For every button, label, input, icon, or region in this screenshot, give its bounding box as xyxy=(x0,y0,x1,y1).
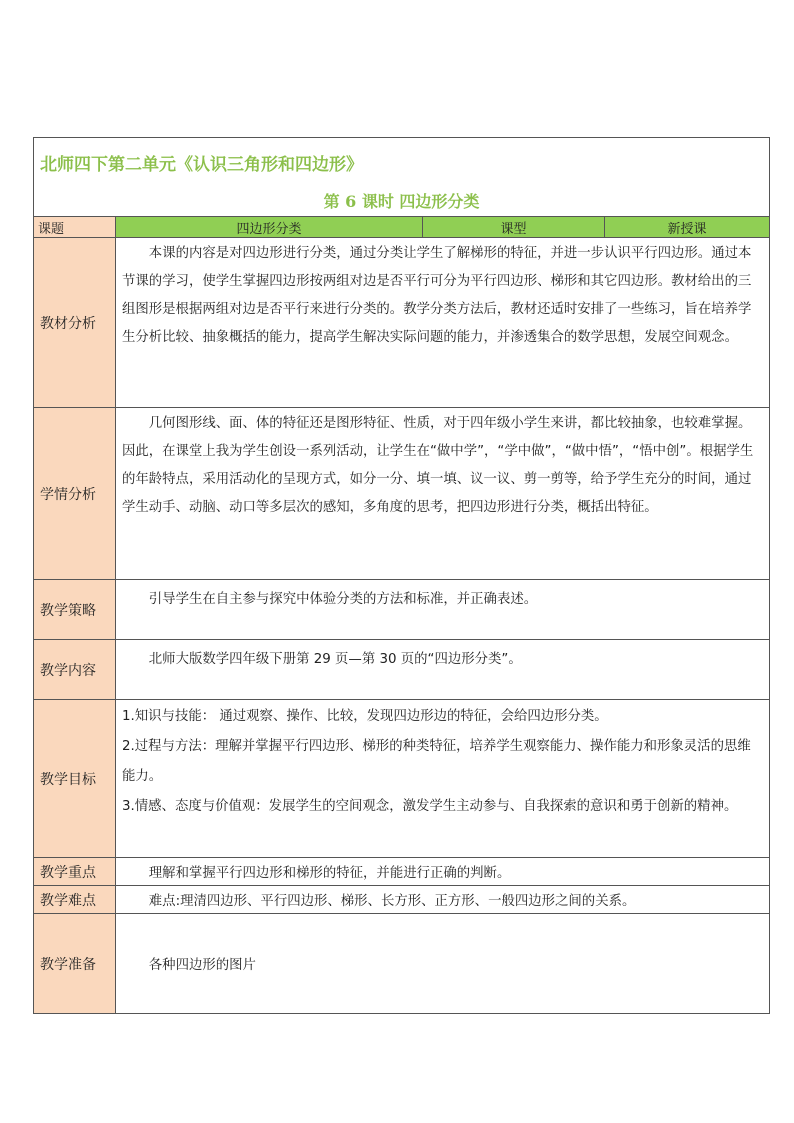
strategy-label: 教学策略 xyxy=(34,580,116,640)
lesson-title: 第 6 课时 四边形分类 xyxy=(323,192,480,211)
preparation-row xyxy=(34,914,770,1014)
topic-row xyxy=(34,217,770,238)
strategy-row xyxy=(34,580,770,640)
preparation-cell xyxy=(116,914,770,1014)
key-point-text: 理解和掌握平行四边形和梯形的特征，并能进行正确的判断。 xyxy=(148,866,511,881)
lesson-plan xyxy=(33,137,769,1014)
goal-item-attitude: 3.情感、态度与价值观：发展学生的空间观念，激发学生主动参与、自我探索的意识和勇于创新的精神。 xyxy=(122,799,738,814)
difficulty-cell xyxy=(116,886,770,914)
student-analysis-text: 几何图形线、面、体的特征还是图形特征、性质，对于四年级小学生来讲，都比较抽象，也较难掌握。因此，在课堂上我为学生创设一系列活动，让学生在“做中学”，“学中做”，“做中悟”，“悟中创”。根据学生的年龄特点，采用活动化的呈现方式，如分一分、填一填、议一议、剪一剪等，给予学生充分的时间，通过学生动手、动脑、动口等多层次的感知，多角度的思考，把四边形进行分类，概括出特征。 xyxy=(122,416,754,515)
material-analysis-label: 教材分析 xyxy=(34,238,116,408)
topic-label: 课题 xyxy=(34,217,116,238)
goals-row xyxy=(34,700,770,858)
material-analysis-cell xyxy=(116,238,770,408)
key-point-cell xyxy=(116,858,770,886)
lesson-type-label: 课型 xyxy=(423,217,605,238)
student-analysis-label: 学情分析 xyxy=(34,408,116,580)
strategy-text: 引导学生在自主参与探究中体验分类的方法和标准，并正确表述。 xyxy=(148,592,538,607)
material-analysis-text: 本课的内容是对四边形进行分类，通过分类让学生了解梯形的特征，并进一步认识平行四边形。通过本节课的学习，使学生掌握四边形按两组对边是否平行可分为平行四边形、梯形和其它四边形。教材给出的三组图形是根据两组对边是否平行来进行分类的。教学分类方法后，教材还适时安排了一些练习，旨在培养学生分析比较、抽象概括的能力，提高学生解决实际问题的能力，并渗透集合的数学思想，发展空间观念。 xyxy=(122,246,752,345)
content-row xyxy=(34,640,770,700)
unit-title: 北师四下第二单元《认识三角形和四边形》 xyxy=(40,155,363,175)
student-analysis-row xyxy=(34,408,770,580)
difficulty-label: 教学难点 xyxy=(34,886,116,914)
preparation-text: 各种四边形的图片 xyxy=(148,958,256,973)
difficulty-row xyxy=(34,886,770,914)
goals-label: 教学目标 xyxy=(34,700,116,858)
material-analysis-row xyxy=(34,238,770,408)
lesson-type-value: 新授课 xyxy=(605,217,770,238)
key-point-row xyxy=(34,858,770,886)
content-cell xyxy=(116,640,770,700)
goal-item-knowledge: 1.知识与技能： 通过观察、操作、比较，发现四边形边的特征，会给四边形分类。 xyxy=(122,709,608,724)
preparation-label: 教学准备 xyxy=(34,914,116,1014)
student-analysis-cell xyxy=(116,408,770,580)
difficulty-text: 难点:理清四边形、平行四边形、梯形、长方形、正方形、一般四边形之间的关系。 xyxy=(148,894,636,909)
strategy-cell xyxy=(116,580,770,640)
title-cell xyxy=(34,138,770,217)
content-label: 教学内容 xyxy=(34,640,116,700)
content-text: 北师大版数学四年级下册第 29 页—第 30 页的“四边形分类”。 xyxy=(148,652,522,667)
title-row xyxy=(34,138,770,217)
goals-cell xyxy=(116,700,770,858)
lesson-plan-table xyxy=(33,137,770,1014)
key-point-label: 教学重点 xyxy=(34,858,116,886)
goal-item-process: 2.过程与方法：理解并掌握平行四边形、梯形的种类特征，培养学生观察能力、操作能力和形象灵活的思维能力。 xyxy=(122,739,751,784)
topic-value: 四边形分类 xyxy=(116,217,423,238)
